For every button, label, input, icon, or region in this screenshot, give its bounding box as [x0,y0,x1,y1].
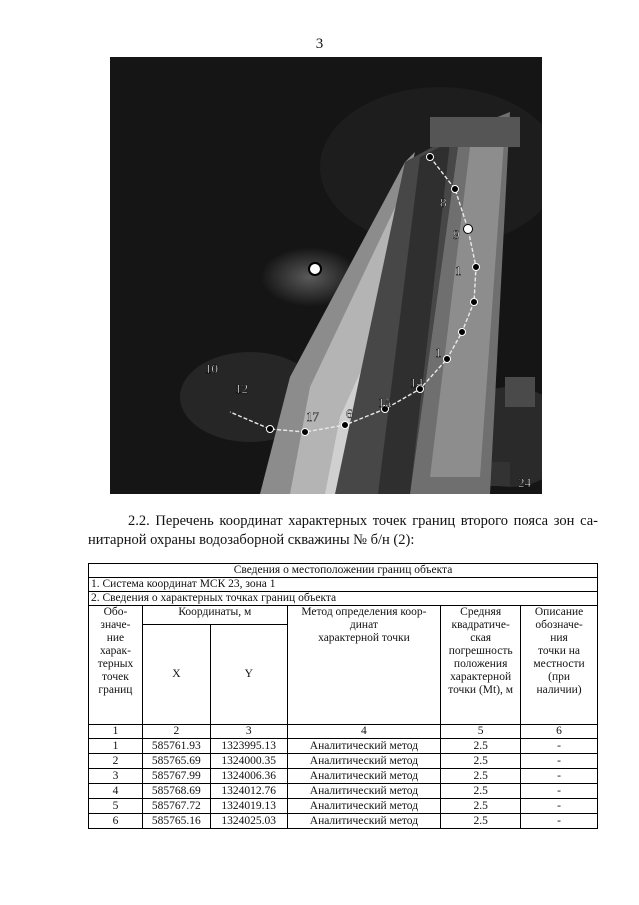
method: Аналитический метод [287,754,441,769]
point-number: 3 [89,769,143,784]
map-point-label: 24 [518,475,531,490]
mt-value: 2.5 [441,814,521,829]
mt-value: 2.5 [441,739,521,754]
table-row [89,754,598,769]
column-number: 4 [287,725,441,739]
coord-x: 585761.93 [142,739,210,754]
table-title: Сведения о местоположении границ объекта [89,564,598,578]
header-x: X [142,625,210,725]
mt-value: 2.5 [441,754,521,769]
mt-value: 2.5 [441,799,521,814]
method: Аналитический метод [287,814,441,829]
coord-y: 1324000.35 [210,754,287,769]
point-number: 5 [89,799,143,814]
column-number: 6 [521,725,598,739]
description: - [521,769,598,784]
column-number: 2 [142,725,210,739]
mt-value: 2.5 [441,784,521,799]
method: Аналитический метод [287,739,441,754]
point-number: 4 [89,784,143,799]
page-number: 3 [315,36,324,52]
map-point-label: 1 [455,263,462,278]
map-point-label: 17 [306,409,319,424]
description: - [521,799,598,814]
header-error: Средняя квадратиче- ская погрешность положения характерной точки (Mt), м [441,606,521,725]
coord-y: 1324006.36 [210,769,287,784]
section-paragraph [88,512,598,550]
method: Аналитический метод [287,799,441,814]
mt-value: 2.5 [441,769,521,784]
point-number: 1 [89,739,143,754]
coord-x: 585767.72 [142,799,210,814]
column-number: 5 [441,725,521,739]
table-section-1: 1. Система координат МСК 23, зона 1 [89,578,598,592]
aerial-photo-svg [110,57,542,494]
coord-x: 585765.16 [142,814,210,829]
point-number: 6 [89,814,143,829]
table-row [89,799,598,814]
coord-y: 1324019.13 [210,799,287,814]
method: Аналитический метод [287,784,441,799]
coord-y: 1323995.13 [210,739,287,754]
table-row [89,814,598,829]
aerial-photo-map [110,57,542,494]
column-number: 1 [89,725,143,739]
map-point-label: 8 [440,195,447,210]
map-point-label: 10 [205,361,218,376]
table-section-2: 2. Сведения о характерных точках границ объекта [89,592,598,606]
header-y: Y [210,625,287,725]
map-point-label: 15 [378,395,391,410]
coord-y: 1324012.76 [210,784,287,799]
header-designation: Обо- значе- ние харак- терных точек границ [89,606,143,725]
map-point-label: 6 [346,406,353,421]
table-row [89,739,598,754]
table-row [89,769,598,784]
coord-x: 585765.69 [142,754,210,769]
coord-x: 585767.99 [142,769,210,784]
map-point-label: 14 [410,375,423,390]
coord-y: 1324025.03 [210,814,287,829]
description: - [521,814,598,829]
map-point-label: 1 [435,345,442,360]
description: - [521,739,598,754]
header-method: Метод определения коор- динат характерной точки [287,606,441,725]
coord-x: 585768.69 [142,784,210,799]
header-description: Описание обозначе- ния точки на местности (при наличии) [521,606,598,725]
column-number: 3 [210,725,287,739]
column-numbers-row [89,725,598,739]
paragraph-line-2: нитарной охраны водозаборной скважины № б/н (2): [88,532,415,548]
description: - [521,784,598,799]
coordinates-table [88,563,598,829]
map-point-label: 9 [453,227,460,242]
paragraph-line-1: 2.2. Перечень координат характерных точек границ второго пояса зон са- [128,513,598,529]
method: Аналитический метод [287,769,441,784]
map-point-label: 12 [235,381,248,396]
description: - [521,754,598,769]
header-coordinates: Координаты, м [142,606,287,625]
point-number: 2 [89,754,143,769]
table-row [89,784,598,799]
